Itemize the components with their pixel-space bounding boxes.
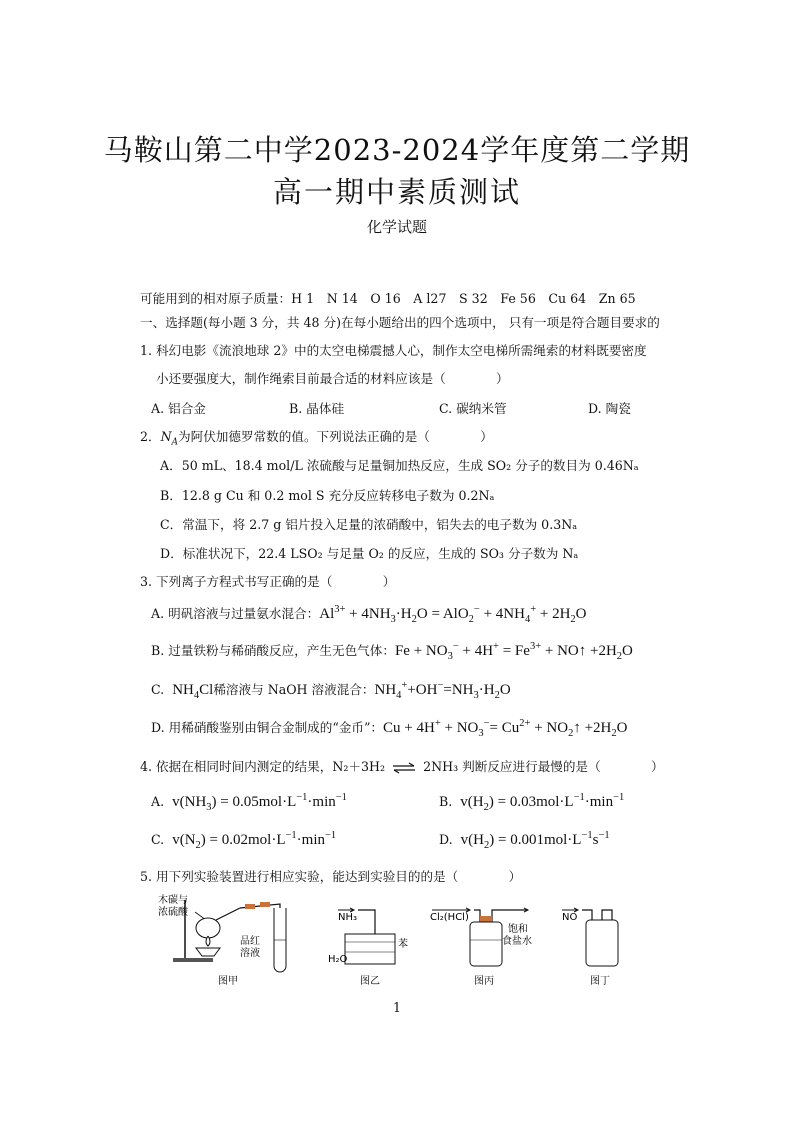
figure-jia-caption: 图甲 xyxy=(218,976,238,987)
q1-option-d: D. 陶瓷 xyxy=(588,401,631,416)
q3-nh4cl: $NH_4Cl$ xyxy=(172,682,214,701)
q4-option-b xyxy=(439,792,624,813)
q2-option-b: B．12.8 g Cu 和 0.2 mol S 充分反应转移电子数为 0.2Nₐ xyxy=(160,488,495,503)
q4-option-a xyxy=(151,792,347,813)
q3-option-d-text: D. 用稀硝酸鉴别由铜合金制成的“金币”： xyxy=(151,720,384,735)
q4-label-b: B. xyxy=(439,794,453,809)
q1-stem-line2: 小还要强度大，制作绳索目前最合适的材料应该是（ ） xyxy=(156,371,509,386)
q4-option-c xyxy=(151,830,336,851)
q5-stem: 5. 用下列实验装置进行相应实验，能达到实验目的的是（ ） xyxy=(140,869,522,884)
q3-option-b-text: B. 过量铁粉与稀硝酸反应，产生无色气体： xyxy=(151,643,395,658)
q4-rate-a: $v(NH_3) = 0.05mol\cdot L^{-1}\cdot\min^{-1}$ xyxy=(172,792,347,813)
q2-option-d: D．标准状况下，22.4 LSO₂ 与足量 O₂ 的反应，生成的 SO₃ 分子数为 Nₐ xyxy=(160,546,579,561)
q4-option-d xyxy=(439,830,610,851)
q3-option-d xyxy=(151,717,627,739)
figure-ding-caption: 图丁 xyxy=(590,976,610,987)
q3-equation-b: $Fe + NO_3^- + 4H^+ = Fe^{3+}$ + NO↑ $+2H_2O$ xyxy=(394,641,633,662)
figure-jia xyxy=(158,893,286,987)
ding-label-no: NO xyxy=(562,912,578,923)
jia-label-muthan: 木碳与 xyxy=(158,895,188,906)
q2-stem: 2．$N_A$为阿伏加德罗常数的值。下列说法正确的是（ ） xyxy=(140,429,493,448)
jia-label-nongliusuan: 浓硫酸 xyxy=(158,907,188,918)
figure-yi xyxy=(328,908,408,987)
bing-label-shiyanshui: 食盐水 xyxy=(502,936,532,947)
exam-title-line1: 马鞍山第二中学2023-2024学年度第二学期 xyxy=(103,133,691,167)
yi-label-ben: 苯 xyxy=(398,939,408,950)
q1-option-c: C. 碳纳米管 xyxy=(439,401,507,416)
q4-stem-b: 2NH₃ 判断反应进行最慢的是（ ） xyxy=(423,759,664,774)
q4-stem-a: 4. 依据在相同时间内测定的结果，N₂＋3H₂ xyxy=(140,759,386,774)
yi-label-nh3: NH₃ xyxy=(338,912,358,923)
q3-equation-d: $Cu + 4H^+ + NO_3^-= Cu^{2+}$ + $NO_2↑ +2H_2O$ xyxy=(383,718,628,739)
section-heading: 一、选择题(每小题 3 分，共 48 分)在每小题给出的四个选项中， 只有一项是符合题目要求的 xyxy=(140,315,660,330)
q3-equation-c: $NH_4^++OH^-=NH_3\cdot H_2O$ xyxy=(374,680,511,701)
q5-apparatus-figures xyxy=(140,890,640,990)
q4-rate-d: $v(H_2) = 0.001mol\cdot L^{-1}s^{-1}$ xyxy=(460,830,610,851)
q1-option-b: B. 晶体硅 xyxy=(289,401,345,416)
bing-label-baohe: 饱和 xyxy=(508,924,528,935)
figure-yi-caption: 图乙 xyxy=(360,976,380,987)
q3-option-c-text: 稀溶液与 NaOH 溶液混合： xyxy=(213,682,375,697)
q4-label-d: D. xyxy=(439,832,453,847)
q4-stem xyxy=(140,756,664,775)
figure-ding xyxy=(562,908,618,987)
figure-bing xyxy=(430,908,532,987)
page-number: 1 xyxy=(392,1000,401,1015)
atomic-masses: 可能用到的相对原子质量：H 1 N 14 O 16 A l27 S 32 Fe 56 Cu 64 Zn 65 xyxy=(140,291,636,306)
q3-option-b xyxy=(151,640,633,662)
q4-rate-b: $v(H_2) = 0.03mol\cdot L^{-1}\cdot\min^{-1}$ xyxy=(460,792,625,813)
q4-rate-c: $v(N_2) = 0.02mol\cdot L^{-1}\cdot\min^{-1}$ xyxy=(172,830,337,851)
q3-option-a xyxy=(151,603,587,625)
yi-label-h2o: H₂O xyxy=(328,954,348,965)
equilibrium-arrow-icon xyxy=(392,762,416,774)
jia-label-pinhong: 品红 xyxy=(240,936,260,947)
exam-subtitle: 化学试题 xyxy=(366,218,427,236)
q1-stem-line1: 1. 科幻电影《流浪地球 2》中的太空电梯震撼人心，制作太空电梯所需绳索的材料既要密度 xyxy=(140,343,647,358)
q3-option-c: C. $NH_4Cl$稀溶液与 NaOH 溶液混合：$NH_4^++OH^-=NH_3\cdot H_2O$ xyxy=(151,680,511,701)
q1-option-a: A. 铝合金 xyxy=(151,401,206,416)
q2-option-a: A．50 mL、18.4 mol/L 浓硫酸与足量铜加热反应，生成 SO₂ 分子的数目为 0.46Nₐ xyxy=(160,458,639,473)
q4-label-c: C. xyxy=(151,832,165,847)
figure-bing-caption: 图丙 xyxy=(474,976,494,987)
exam-title-line2: 高一期中素质测试 xyxy=(272,175,521,209)
bing-label-gas: Cl₂(HCl) xyxy=(430,912,469,923)
q2-option-c: C．常温下，将 2.7 g 铝片投入足量的浓硝酸中，铝失去的电子数为 0.3Nₐ xyxy=(160,517,578,532)
q4-label-a: A. xyxy=(151,794,165,809)
q3-stem: 3. 下列离子方程式书写正确的是（ ） xyxy=(140,574,396,589)
q2-stem-text: 为阿伏加德罗常数的值。下列说法正确的是（ ） xyxy=(178,429,493,444)
jia-label-rongye: 溶液 xyxy=(240,948,260,959)
q3-equation-a: $Al^{3+} + 4NH_3\cdot H_2O = AlO_2^- + 4NH_4^+ + 2H_2O$ xyxy=(319,604,587,625)
q3-option-a-text: A. 明矾溶液与过量氨水混合： xyxy=(151,606,320,621)
